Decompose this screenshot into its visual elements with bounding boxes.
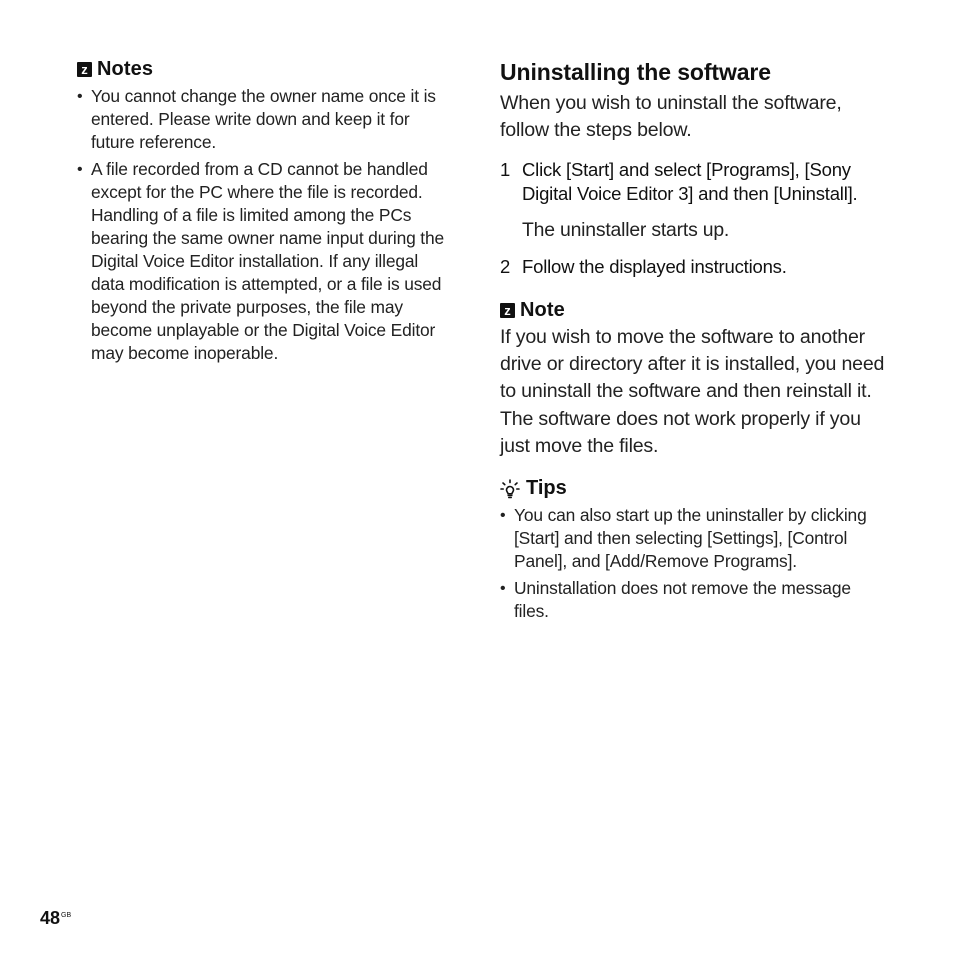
note-icon: z [500,303,515,318]
step-2 [500,255,890,279]
tips-heading [500,477,890,500]
page-number-value: 48 [40,908,61,928]
tip-text: Uninstallation does not remove the message files. [514,578,851,622]
note-body: If you wish to move the software to another drive or directory after it is installed, you need to uninstall the software and then reinstall it. The software does not work properly if you just move the files. [500,326,885,457]
step-number: 2 [500,256,511,277]
page-number [40,908,71,929]
notes-heading [77,58,455,81]
right-column [500,58,890,623]
step-text: Click [Start] and select [Programs], [Sony Digital Voice Editor 3] and then [Uninstall]. [522,159,858,204]
list-item [500,577,890,623]
step-result: The uninstaller starts up. [522,219,730,241]
bullet-icon: • [77,88,83,105]
notes-list [77,85,455,365]
note-heading [500,299,890,322]
section-title: Uninstalling the software [500,59,771,85]
note-icon: z [77,62,92,77]
lightbulb-icon [500,479,520,499]
bullet-icon: • [500,580,506,598]
tips-list [500,504,890,623]
step-text: Follow the displayed instructions. [522,256,787,277]
tips-heading-label: Tips [526,477,567,500]
left-column [77,58,455,365]
intro-text: When you wish to uninstall the software, follow the steps below. [500,92,842,141]
notes-heading-label: Notes [97,58,154,80]
note-text: You cannot change the owner name once it is entered. Please write down and keep it for future reference. [91,86,436,152]
bullet-icon: • [500,507,506,525]
step-1 [500,158,890,206]
note-section [500,299,890,460]
tip-text: You can also start up the uninstaller by clicking [Start] and then selecting [Settings], [Control Panel], and [Add/Remove Programs]. [514,505,867,572]
list-item [500,504,890,573]
note-text: A file recorded from a CD cannot be handled except for the PC where the file is recorded. Handling of a file is limited among the PCs bearing the same owner name input during the Digital Voice Editor installation. If any illegal data modification is attempted, or a file is used beyond the private purposes, the file may become unplayable or the Digital Voice Editor may become inoperable. [91,159,445,363]
note-heading-label: Note [520,299,565,321]
step-number: 1 [500,159,511,180]
list-item [77,85,455,154]
list-item [77,158,455,365]
page-number-suffix: GB [61,912,72,919]
bullet-icon: • [77,161,83,178]
